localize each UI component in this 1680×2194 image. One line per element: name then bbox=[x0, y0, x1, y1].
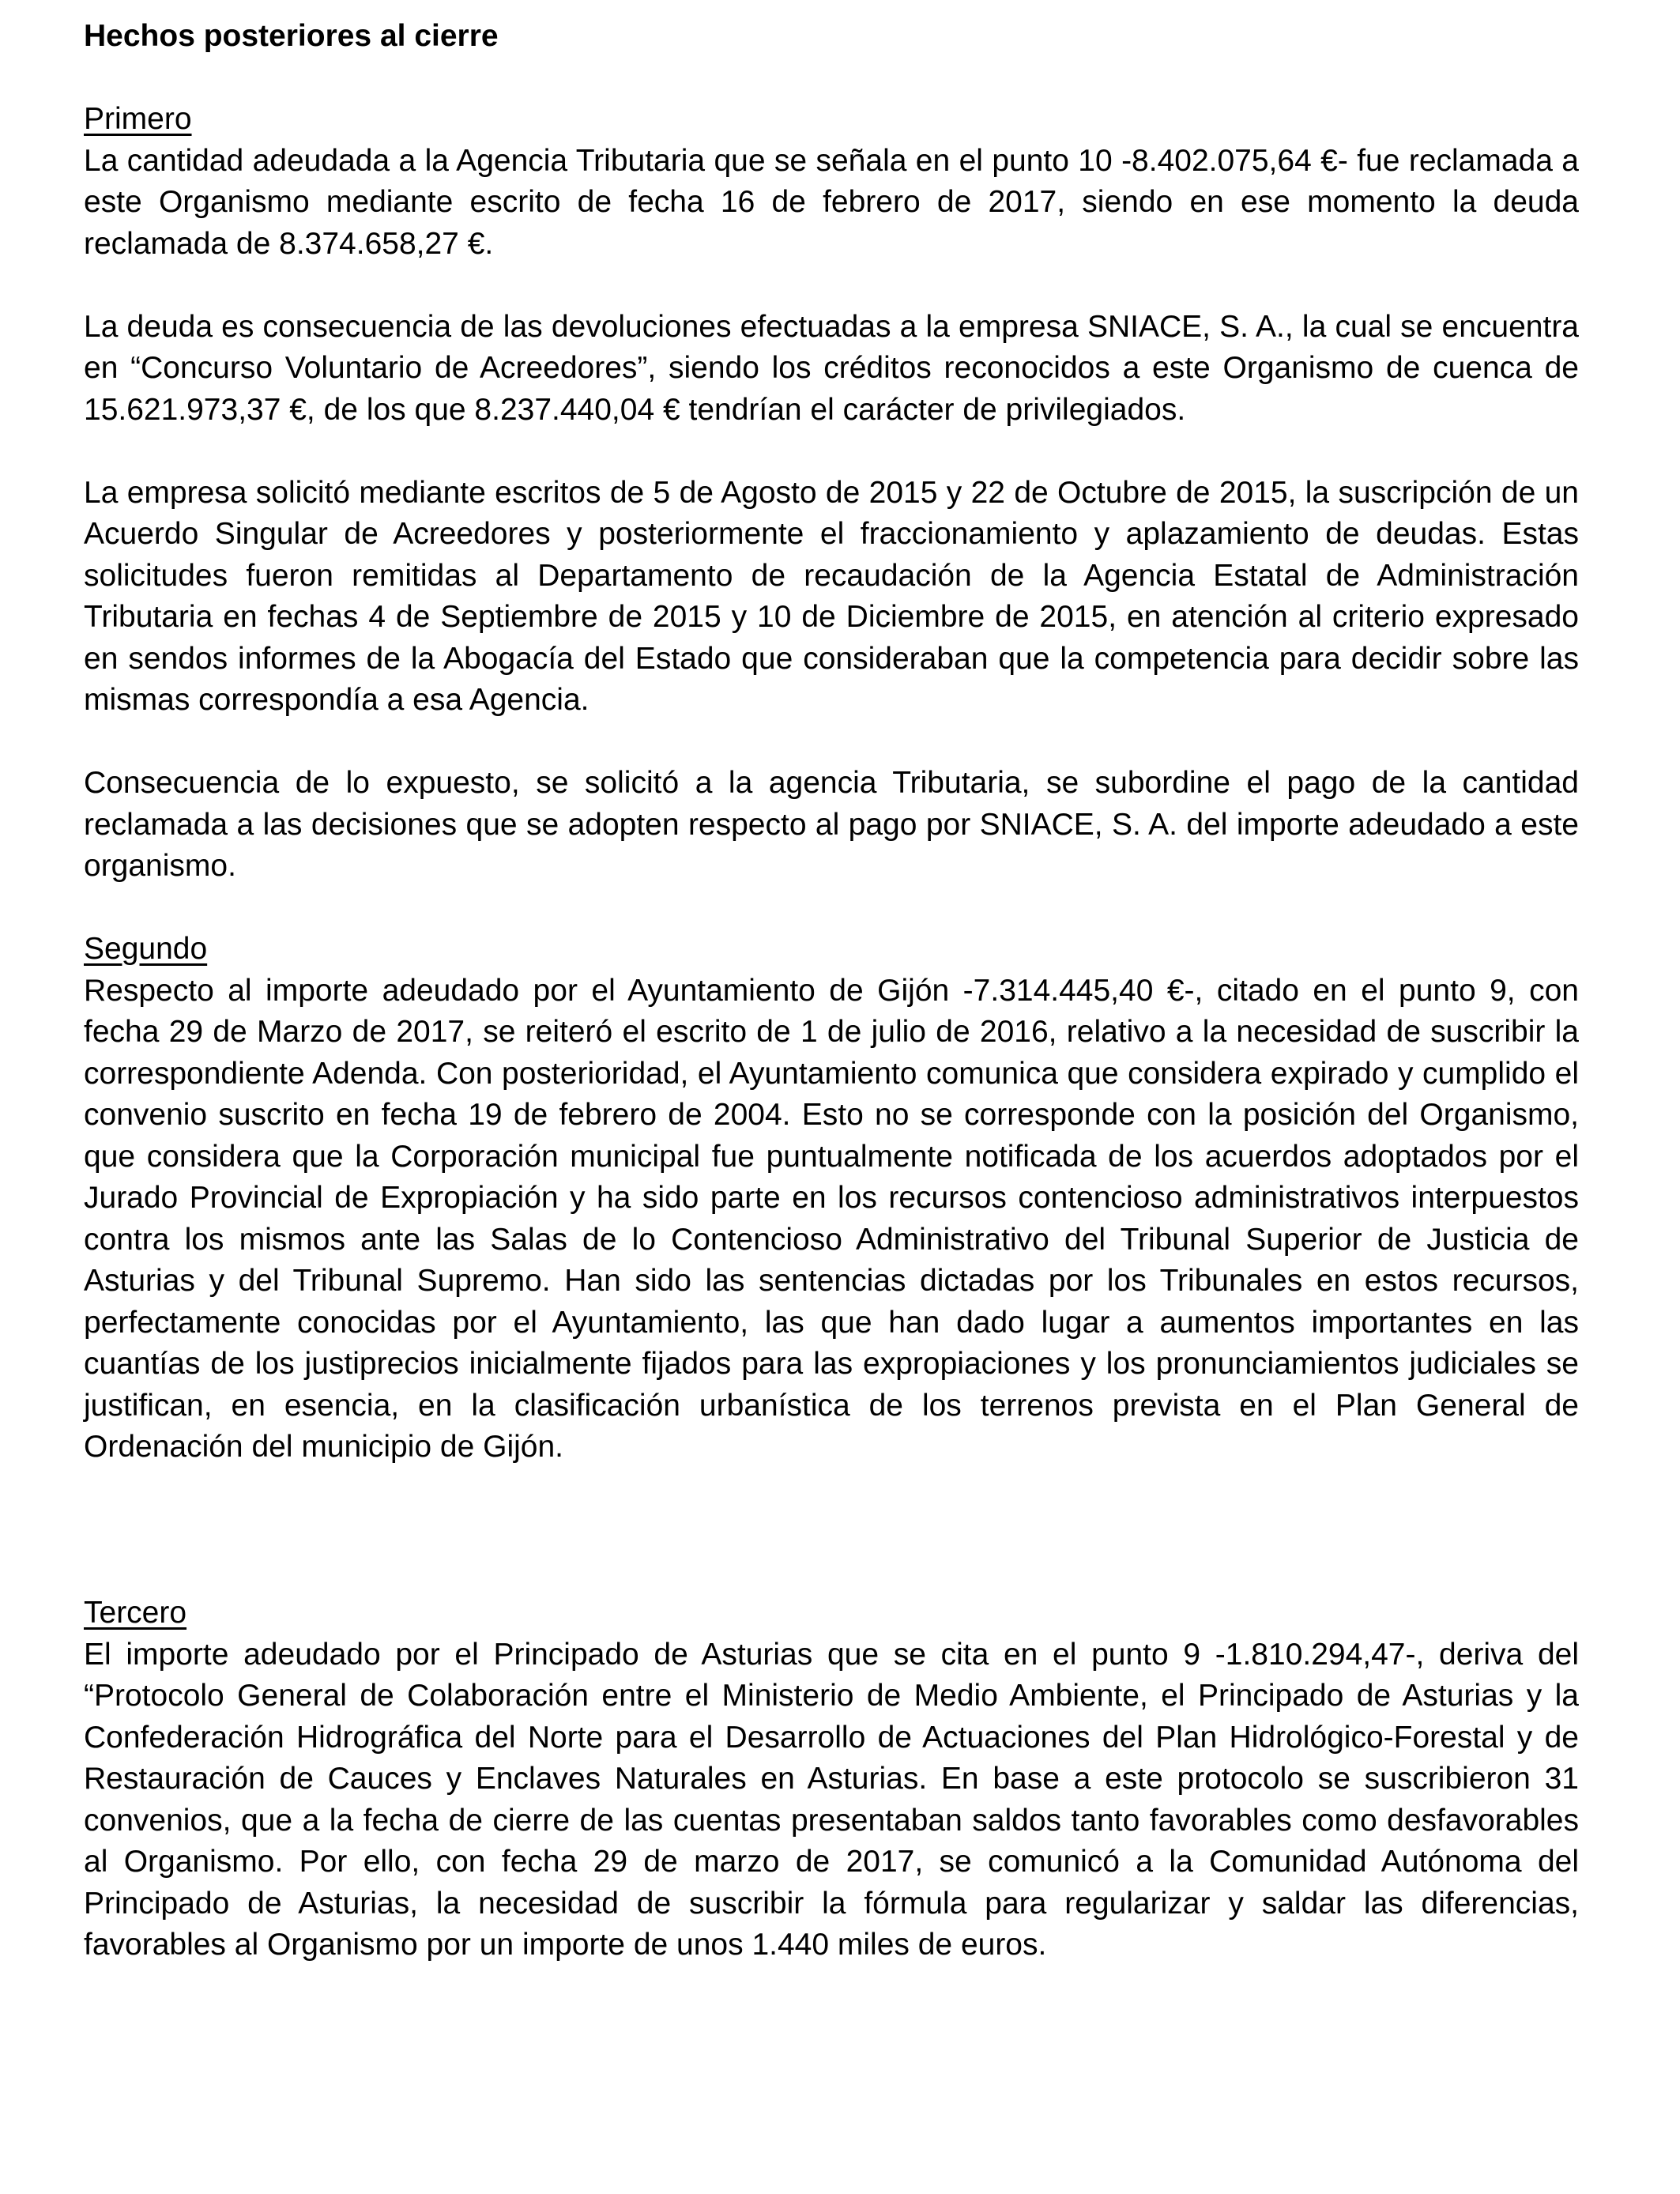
paragraph-consecuencia: Consecuencia de lo expuesto, se solicitó a la agencia Tributaria, se subordine el pago de la cantidad reclamada a las decisiones que se adopten respecto al pago por SNIACE, S. A. del importe adeudado a este organismo. bbox=[84, 766, 1579, 883]
paragraph-agencia-tributaria: La cantidad adeudada a la Agencia Tributaria que se señala en el punto 10 -8.402.075,64 €- fue reclamada a este Organismo mediante escrito de fecha 16 de febrero de 2017, siendo en ese momento la deuda reclamada de 8.374.658,27 €. bbox=[84, 143, 1579, 261]
spacer bbox=[84, 58, 1579, 100]
document-title: Hechos posteriores al cierre bbox=[84, 19, 499, 53]
section-heading-primero: Primero bbox=[84, 102, 192, 136]
document-body bbox=[84, 16, 1579, 1966]
section-heading-segundo: Segundo bbox=[84, 932, 208, 966]
section-heading-tercero: Tercero bbox=[84, 1596, 187, 1630]
spacer bbox=[84, 1468, 1579, 1593]
paragraph-ayuntamiento-gijon: Respecto al importe adeudado por el Ayuntamiento de Gijón -7.314.445,40 €-, citado en el punto 9, con fecha 29 de Marzo de 2017, se reiteró el escrito de 1 de julio de 2016, relativo a la necesidad de suscribir la correspondiente Adenda. Con posterioridad, el Ayuntamiento comunica que considera expirado y cumplido el convenio suscrito en fecha 19 de febrero de 2004. Esto no se corresponde con la posición del Organismo, que considera que la Corporación municipal fue puntualmente notificada de los acuerdos adoptados por el Jurado Provincial de Expropiación y ha sido parte en los recursos contencioso administrativos interpuestos contra los mismos ante las Salas de lo Contencioso Administrativo del Tribunal Superior de Justicia de Asturias y del Tribunal Supremo. Han sido las sentencias dictadas por los Tribunales en estos recursos, perfectamente conocidas por el Ayuntamiento, las que han dado lugar a aumentos importantes en las cuantías de los justiprecios inicialmente fijados para las expropiaciones y los pronunciamientos judiciales se justifican, en esencia, en la clasificación urbanística de los terrenos prevista en el Plan General de Ordenación del municipio de Gijón. bbox=[84, 973, 1579, 1464]
paragraph-deuda-sniace: La deuda es consecuencia de las devoluciones efectuadas a la empresa SNIACE, S. A., la cual se encuentra en “Concurso Voluntario de Acreedores”, siendo los créditos reconocidos a este Organismo de cuenca de 15.621.973,37 €, de los que 8.237.440,04 € tendrían el carácter de privilegiados. bbox=[84, 309, 1579, 427]
paragraph-solicitud-empresa: La empresa solicitó mediante escritos de 5 de Agosto de 2015 y 22 de Octubre de 2015, la suscripción de un Acuerdo Singular de Acreedores y posteriormente el fraccionamiento y aplazamiento de deudas. Estas solicitudes fueron remitidas al Departamento de recaudación de la Agencia Estatal de Administración Tributaria en fechas 4 de Septiembre de 2015 y 10 de Diciembre de 2015, en atención al criterio expresado en sendos informes de la Abogacía del Estado que consideraban que la competencia para decidir sobre las mismas correspondía a esa Agencia. bbox=[84, 475, 1579, 717]
section-primero bbox=[84, 99, 1579, 888]
section-segundo bbox=[84, 929, 1579, 1468]
paragraph-principado-asturias: El importe adeudado por el Principado de Asturias que se cita en el punto 9 -1.810.294,47-, deriva del “Protocolo General de Colaboración entre el Ministerio de Medio Ambiente, el Principado de Asturias y la Confederación Hidrográfica del Norte para el Desarrollo de Actuaciones del Plan Hidrológico-Forestal y de Restauración de Cauces y Enclaves Naturales en Asturias. En base a este protocolo se suscribieron 31 convenios, que a la fecha de cierre de las cuentas presentaban saldos tanto favorables como desfavorables al Organismo. Por ello, con fecha 29 de marzo de 2017, se comunicó a la Comunidad Autónoma del Principado de Asturias, la necesidad de suscribir la fórmula para regularizar y saldar las diferencias, favorables al Organismo por un importe de unos 1.440 miles de euros. bbox=[84, 1637, 1579, 1962]
spacer bbox=[84, 888, 1579, 929]
section-tercero bbox=[84, 1593, 1579, 1966]
